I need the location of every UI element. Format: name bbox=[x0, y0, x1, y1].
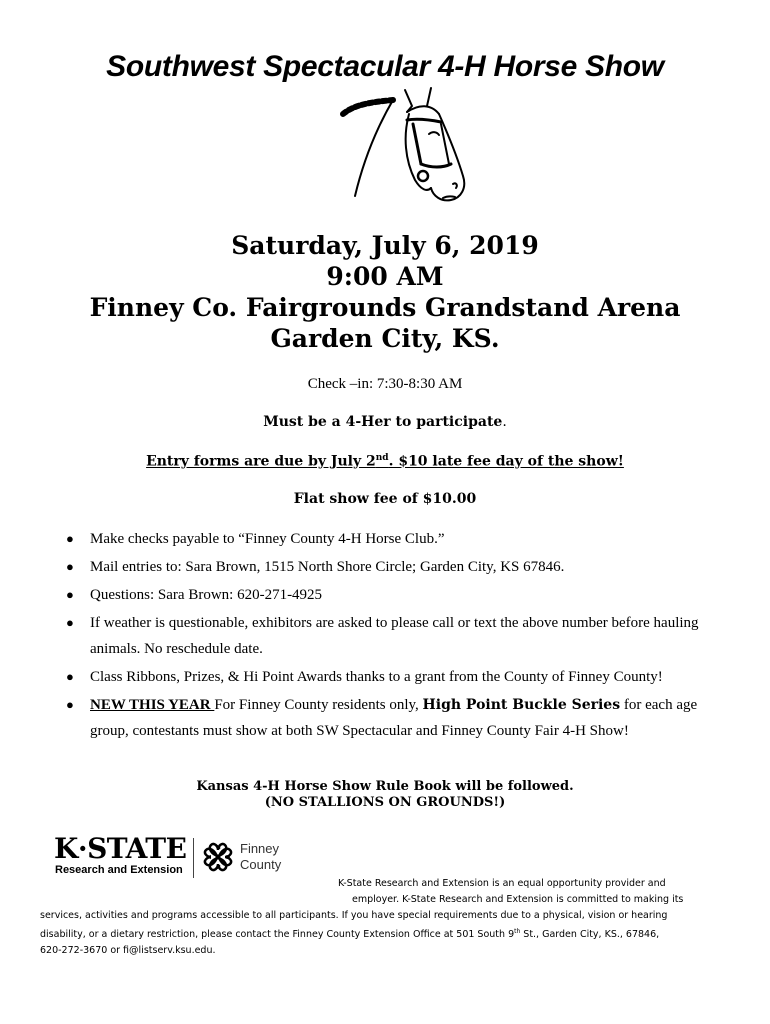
bullet-icon: ● bbox=[66, 697, 74, 712]
new-this-year-detail: for each age group, contestants must show at both SW Spectacular and Finney County Fair 4-H Show! bbox=[90, 697, 698, 739]
new-this-year-label: NEW THIS YEAR bbox=[90, 697, 215, 713]
ribbons-note: Class Ribbons, Prizes, & Hi Point Awards thanks to a grant from the County of Finney County! bbox=[90, 669, 663, 685]
bullet-icon: ● bbox=[66, 587, 74, 602]
bullet-icon: ● bbox=[66, 531, 74, 546]
disclaimer-address-end: St., Garden City, KS., 67846, bbox=[520, 929, 660, 941]
finney-county-label bbox=[240, 841, 281, 873]
bullet-icon: ● bbox=[66, 559, 74, 574]
county-word: County bbox=[240, 857, 282, 872]
mail-entries: Mail entries to: Sara Brown, 1515 North Shore Circle; Garden City, KS 67846. bbox=[90, 559, 565, 575]
svg-text:H: H bbox=[216, 865, 221, 871]
svg-text:H: H bbox=[226, 855, 231, 861]
weather-note: If weather is questionable, exhibitors are asked to please call or text the above number before hauling animals. No reschedule date. bbox=[90, 615, 699, 657]
event-details bbox=[0, 230, 770, 354]
list-item bbox=[66, 664, 726, 690]
disclaimer-line: services, activities and programs accessible to all participants. If you have special requirements due to a physical, vision or hearing bbox=[40, 910, 668, 921]
kstate-wordmark: K·STATE bbox=[54, 832, 187, 865]
buckle-series: High Point Buckle Series bbox=[422, 697, 621, 713]
list-item bbox=[66, 554, 726, 580]
svg-text:H: H bbox=[216, 845, 221, 851]
entry-deadline-text: Entry forms are due by July 2 bbox=[146, 453, 376, 470]
list-item bbox=[66, 582, 726, 608]
entry-deadline-sup: nd bbox=[375, 453, 389, 463]
four-h-clover-icon bbox=[201, 840, 235, 874]
stallions-line: (NO STALLIONS ON GROUNDS!) bbox=[264, 795, 506, 810]
horse-head-icon bbox=[335, 84, 475, 214]
checks-payable: Make checks payable to “Finney County 4-H Horse Club.” bbox=[90, 531, 445, 547]
eligibility-text: Must be a 4-Her to participate bbox=[263, 414, 503, 430]
flat-fee: Flat show fee of $10.00 bbox=[293, 491, 477, 507]
disclaimer-line bbox=[40, 924, 730, 943]
disclaimer-sup: th bbox=[514, 928, 521, 935]
event-time: 9:00 AM bbox=[326, 262, 444, 291]
page-title: Southwest Spectacular 4-H Horse Show bbox=[106, 50, 664, 83]
list-item bbox=[66, 610, 726, 662]
disclaimer-address: disability, or a dietary restriction, please contact the Finney County Extension Office at 501 South 9 bbox=[40, 929, 515, 941]
disclaimer-line: employer. K-State Research and Extension is committed to making its bbox=[352, 894, 684, 905]
rule-book-line: Kansas 4-H Horse Show Rule Book will be followed. bbox=[196, 779, 574, 794]
entry-late-fee: . $10 late fee day of the show! bbox=[388, 453, 624, 470]
eligibility-period: . bbox=[502, 414, 507, 430]
list-item bbox=[66, 526, 726, 552]
event-venue: Finney Co. Fairgrounds Grandstand Arena bbox=[89, 293, 681, 322]
logo-divider bbox=[193, 838, 194, 878]
event-date: Saturday, July 6, 2019 bbox=[231, 231, 539, 260]
rule-book-note bbox=[0, 779, 770, 811]
equal-opportunity-statement bbox=[40, 876, 730, 959]
bullet-icon: ● bbox=[66, 615, 74, 630]
list-item bbox=[66, 692, 726, 744]
finney-word: Finney bbox=[240, 841, 280, 856]
info-list bbox=[66, 526, 726, 746]
entry-deadline bbox=[0, 453, 770, 470]
new-this-year-text: For Finney County residents only, bbox=[214, 697, 423, 713]
disclaimer-line: K-State Research and Extension is an equal opportunity provider and bbox=[338, 878, 666, 889]
event-city: Garden City, KS. bbox=[270, 324, 500, 353]
kstate-subtitle: Research and Extension bbox=[55, 864, 183, 876]
svg-text:H: H bbox=[207, 855, 212, 861]
bullet-icon: ● bbox=[66, 669, 74, 684]
questions-contact: Questions: Sara Brown: 620-271-4925 bbox=[90, 587, 323, 603]
disclaimer-contact: 620-272-3670 or fi@listserv.ksu.edu. bbox=[40, 945, 216, 957]
checkin-time: Check –in: 7:30-8:30 AM bbox=[307, 376, 463, 392]
eligibility-note bbox=[0, 414, 770, 430]
